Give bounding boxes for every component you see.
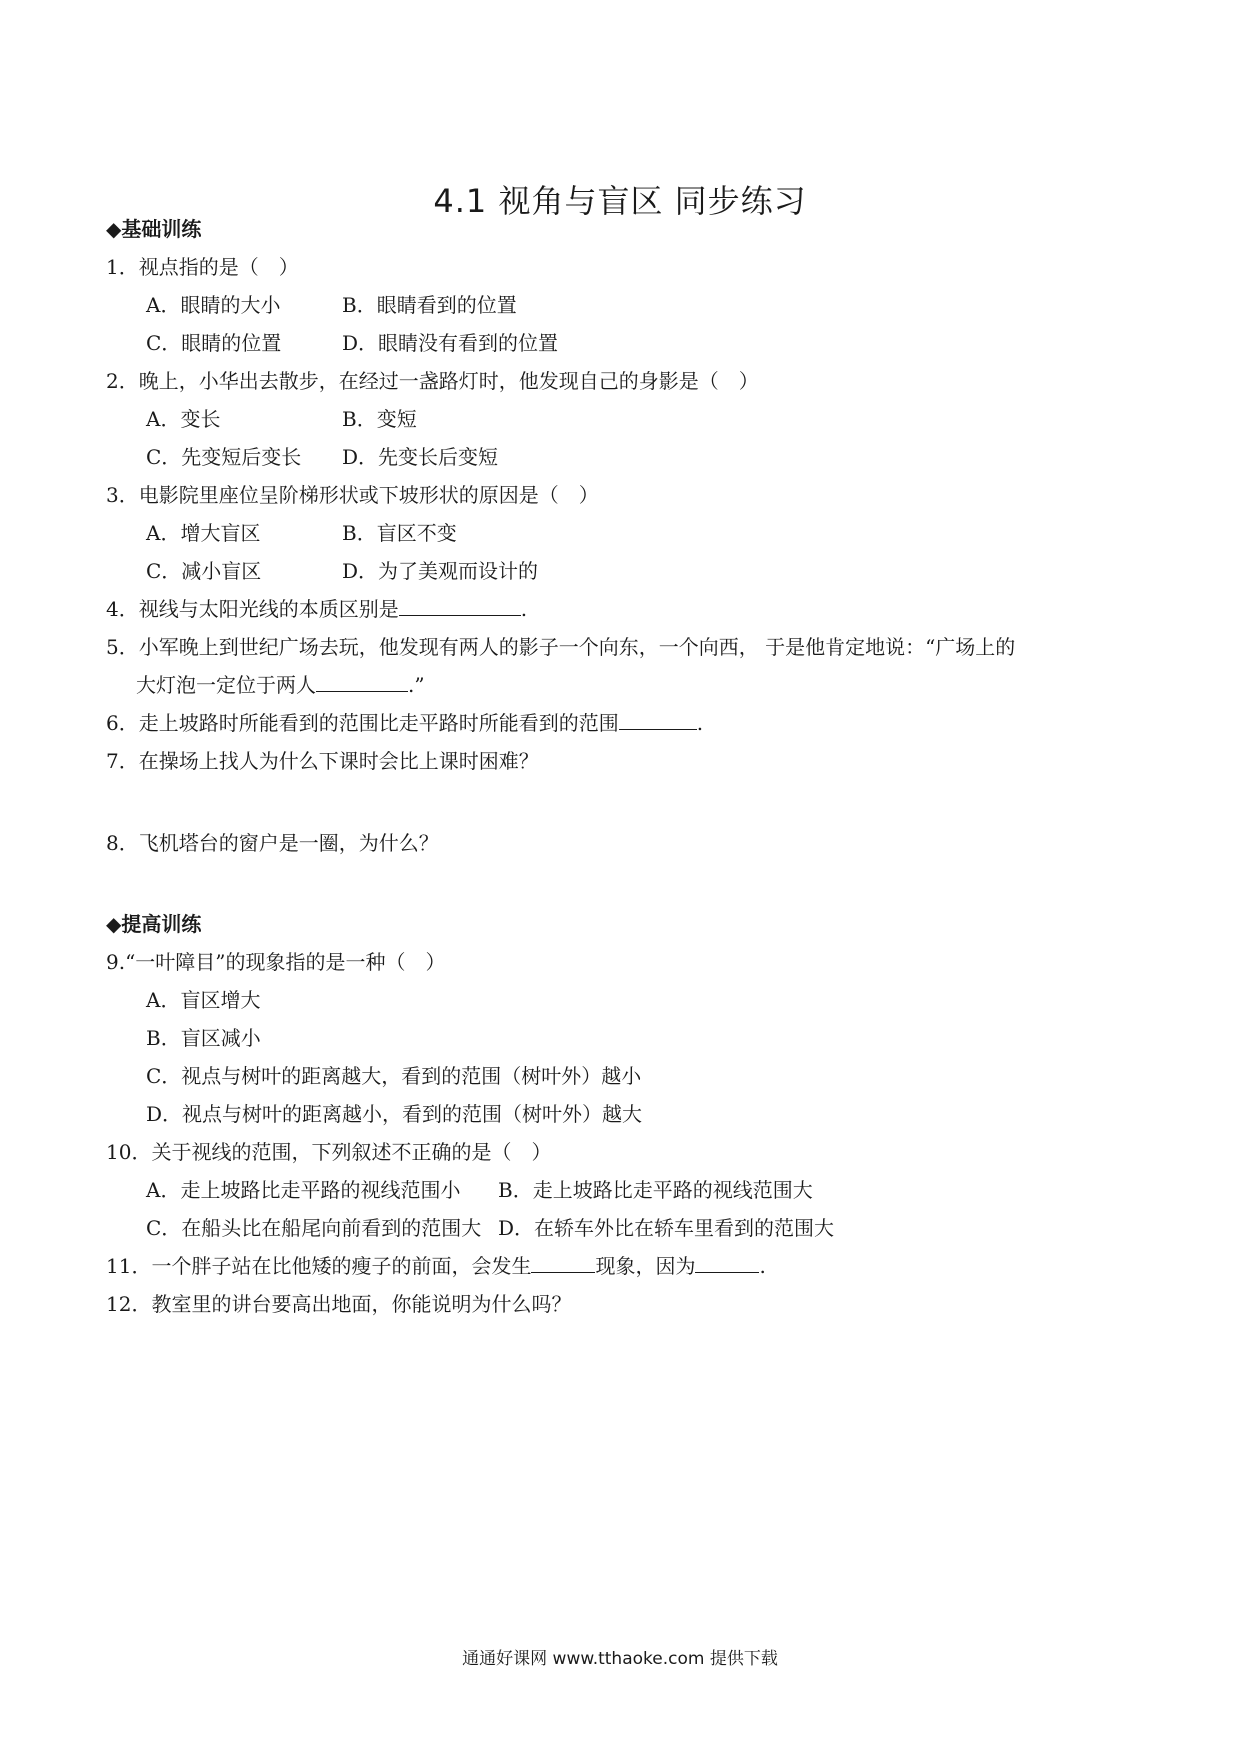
question-9-option-b: B．盲区减小 (146, 1026, 261, 1050)
question-3-option-b: B．盲区不变 (342, 521, 457, 545)
answer-blank[interactable] (399, 595, 521, 616)
question-2-option-b: B．变短 (342, 407, 417, 431)
question-6-stem: 6．走上坡路时所能看到的范围比走平路时所能看到的范围 (106, 711, 619, 735)
question-7-stem: 7．在操场上找人为什么下课时会比上课时困难？ (106, 749, 539, 773)
answer-blank[interactable] (695, 1252, 759, 1273)
question-1-stem: 1．视点指的是（ ） (106, 255, 299, 279)
question-10-option-a: A．走上坡路比走平路的视线范围小 (146, 1178, 461, 1202)
question-6 (106, 709, 703, 737)
page-footer: 通通好课网 www.tthaoke.com 提供下载 (462, 1649, 778, 1669)
question-10-option-d: D．在轿车外比在轿车里看到的范围大 (498, 1216, 835, 1240)
question-4 (106, 595, 527, 623)
section-heading-basic: ◆基础训练 (106, 217, 202, 241)
question-11-stem: 11．一个胖子站在比他矮的瘦子的前面，会发生 (106, 1254, 532, 1278)
question-5-line-1: 5．小军晚上到世纪广场去玩，他发现有两人的影子一个向东，一个向西， 于是他肯定地说：“广场上的 (106, 635, 1016, 659)
question-1-option-a: A．眼睛的大小 (146, 293, 281, 317)
question-4-stem: 4．视线与太阳光线的本质区别是 (106, 597, 399, 621)
question-2-stem: 2．晚上，小华出去散步，在经过一盏路灯时，他发现自己的身影是（ ） (106, 369, 759, 393)
question-2-option-c: C．先变短后变长 (146, 445, 302, 469)
answer-blank[interactable] (316, 671, 408, 692)
question-1-option-d: D．眼睛没有看到的位置 (342, 331, 559, 355)
question-4-end: . (520, 597, 528, 621)
question-9-option-a: A．盲区增大 (146, 988, 261, 1012)
question-10-option-b: B．走上坡路比走平路的视线范围大 (498, 1178, 813, 1202)
question-3-stem: 3．电影院里座位呈阶梯形状或下坡形状的原因是（ ） (106, 483, 599, 507)
question-3-option-a: A．增大盲区 (146, 521, 261, 545)
question-9-option-d: D．视点与树叶的距离越小，看到的范围（树叶外）越大 (146, 1102, 643, 1126)
answer-blank[interactable] (531, 1252, 595, 1273)
question-11-end: . (759, 1254, 766, 1278)
question-10-stem: 10．关于视线的范围，下列叙述不正确的是（ ） (106, 1140, 552, 1164)
question-2-option-d: D．先变长后变短 (342, 445, 499, 469)
question-11 (106, 1252, 766, 1280)
question-5-text: 大灯泡一定位于两人 (136, 673, 316, 697)
question-8-stem: 8．飞机塔台的窗户是一圈，为什么？ (106, 831, 439, 855)
answer-blank[interactable] (619, 709, 697, 730)
question-11-mid: 现象，因为 (595, 1254, 696, 1278)
question-5-end: .” (408, 673, 425, 697)
question-3-option-d: D．为了美观而设计的 (342, 559, 539, 583)
page-title: 4.1 视角与盲区 同步练习 (433, 182, 807, 220)
section-heading-advanced: ◆提高训练 (106, 912, 202, 936)
question-1-option-c: C．眼睛的位置 (146, 331, 282, 355)
question-2-option-a: A．变长 (146, 407, 221, 431)
question-12-stem: 12．教室里的讲台要高出地面，你能说明为什么吗？ (106, 1292, 572, 1316)
question-1-option-b: B．眼睛看到的位置 (342, 293, 517, 317)
question-6-end: . (696, 711, 704, 735)
question-9-stem: 9.“一叶障目”的现象指的是一种（ ） (106, 950, 446, 974)
question-3-option-c: C．减小盲区 (146, 559, 262, 583)
question-9-option-c: C．视点与树叶的距离越大，看到的范围（树叶外）越小 (146, 1064, 642, 1088)
question-10-option-c: C．在船头比在船尾向前看到的范围大 (146, 1216, 482, 1240)
question-5-line-2 (136, 671, 425, 699)
